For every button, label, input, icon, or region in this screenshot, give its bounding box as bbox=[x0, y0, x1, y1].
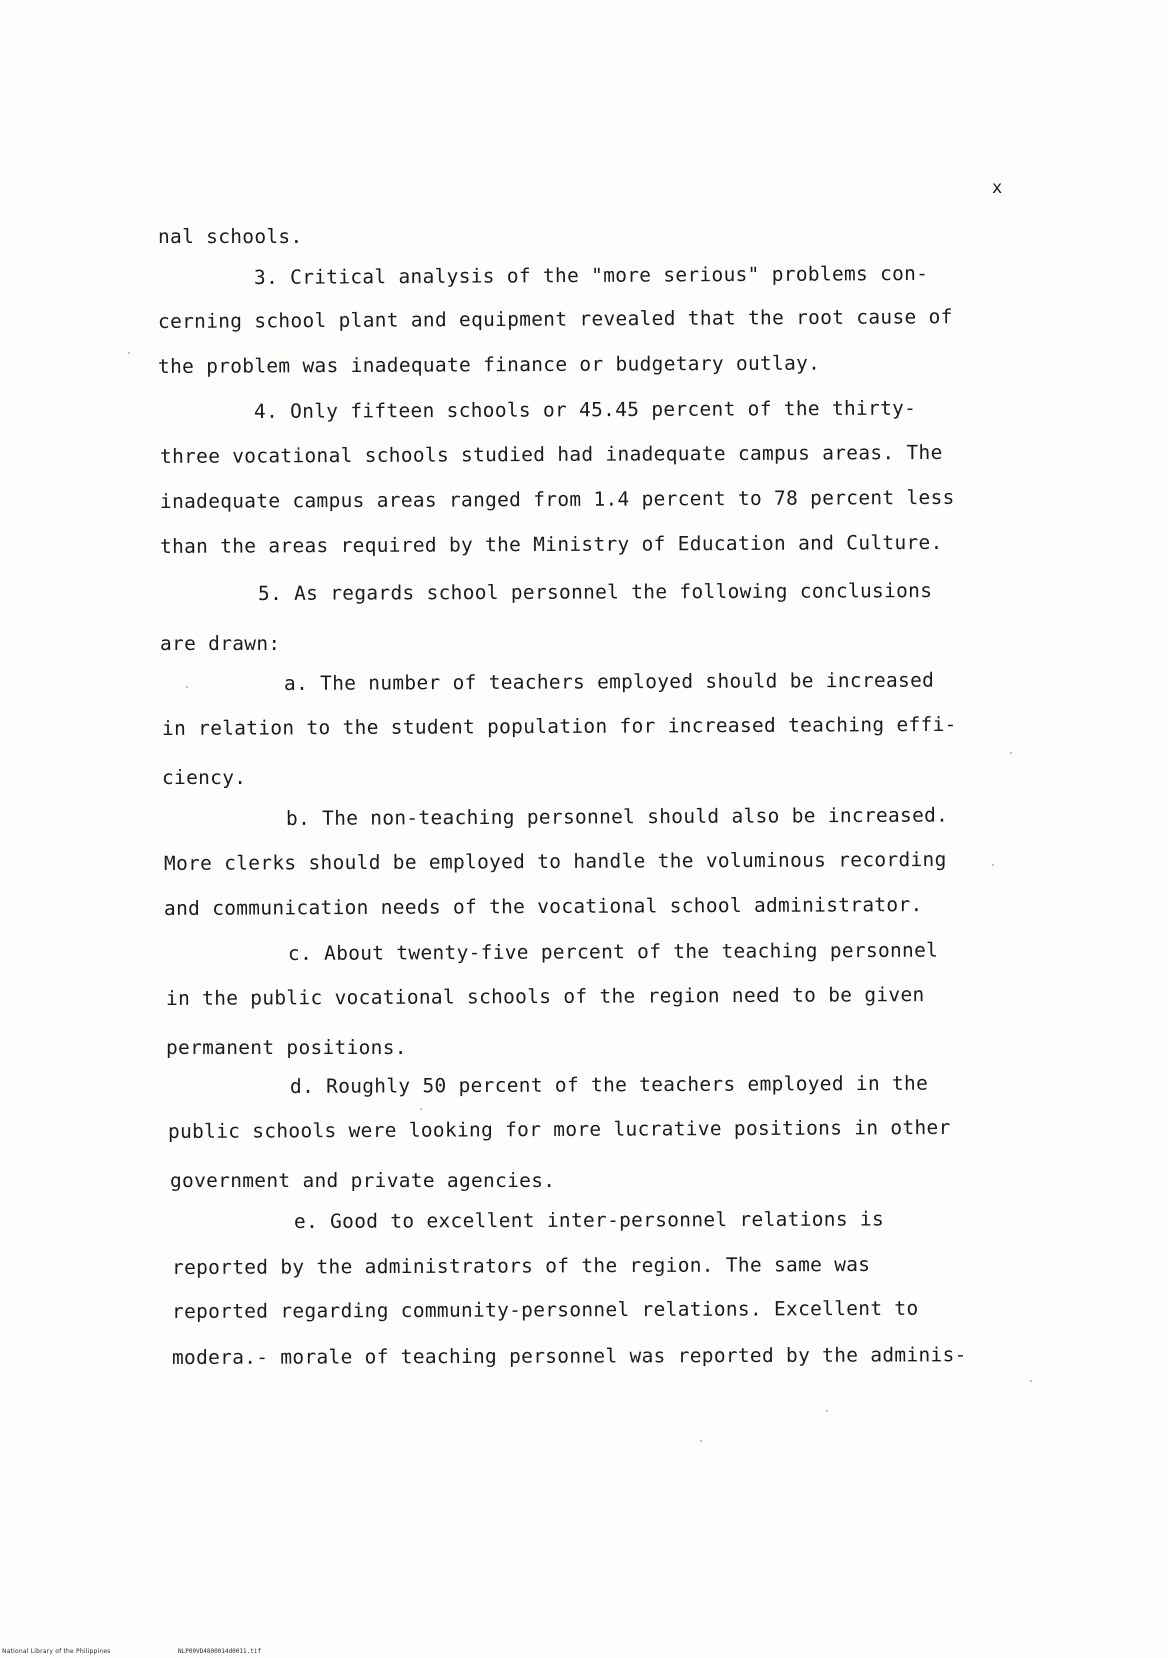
text-line: d. Roughly 50 percent of the teachers employed in the bbox=[289, 1071, 929, 1098]
scan-speck bbox=[1010, 752, 1012, 754]
text-line: public schools were looking for more lucrative positions in other bbox=[167, 1115, 951, 1143]
text-line: ciency. bbox=[162, 766, 247, 789]
text-line: are drawn: bbox=[160, 632, 281, 655]
text-line: government and private agencies. bbox=[170, 1169, 556, 1192]
text-line: reported regarding community-personnel relations. Excellent to bbox=[171, 1296, 919, 1323]
text-line: nal schools. bbox=[158, 225, 303, 248]
text-line: inadequate campus areas ranged from 1.4 percent to 78 percent less bbox=[159, 485, 955, 513]
text-line: b. The non-teaching personnel should also be increased. bbox=[285, 803, 949, 830]
text-line: 4. Only fifteen schools or 45.45 percent of the thirty- bbox=[253, 396, 917, 423]
scan-speck bbox=[420, 1108, 422, 1110]
text-line: More clerks should be employed to handle the voluminous recording bbox=[163, 847, 947, 875]
scan-speck bbox=[128, 352, 130, 354]
text-line: 3. Critical analysis of the "more serious" problems con- bbox=[253, 261, 929, 289]
footer-file: NLP00VD4800014d0011.tif bbox=[178, 1648, 262, 1655]
text-line: e. Good to excellent inter-personnel relations is bbox=[293, 1207, 885, 1233]
scan-speck bbox=[186, 686, 188, 688]
scan-speck bbox=[700, 1440, 702, 1442]
text-line: than the areas required by the Ministry of Education and Culture. bbox=[159, 530, 943, 558]
text-line: three vocational schools studied had inadequate campus areas. The bbox=[159, 440, 943, 468]
text-line: c. About twenty-five percent of the teaching personnel bbox=[287, 938, 939, 965]
text-line: in relation to the student population for increased teaching effi- bbox=[161, 712, 957, 740]
scan-speck bbox=[826, 1410, 828, 1412]
footer-library: National Library of the Philippines bbox=[2, 1648, 111, 1655]
text-line: cerning school plant and equipment revealed that the root cause of bbox=[157, 305, 953, 333]
scan-speck bbox=[992, 864, 994, 866]
text-line: modera.- morale of teaching personnel was reported by the adminis- bbox=[171, 1343, 967, 1369]
text-line: the problem was inadequate finance or budgetary outlay. bbox=[157, 351, 821, 378]
text-line: 5. As regards school personnel the following conclusions bbox=[257, 579, 933, 605]
page-number: x bbox=[992, 178, 1003, 198]
text-line: permanent positions. bbox=[166, 1036, 407, 1059]
text-line: reported by the administrators of the region. The same was bbox=[171, 1252, 871, 1279]
text-line: and communication needs of the vocational school administrator. bbox=[163, 893, 923, 920]
scan-speck bbox=[1030, 1380, 1032, 1382]
text-line: in the public vocational schools of the region need to be given bbox=[165, 983, 925, 1010]
text-line: a. The number of teachers employed should be increased bbox=[283, 668, 935, 695]
